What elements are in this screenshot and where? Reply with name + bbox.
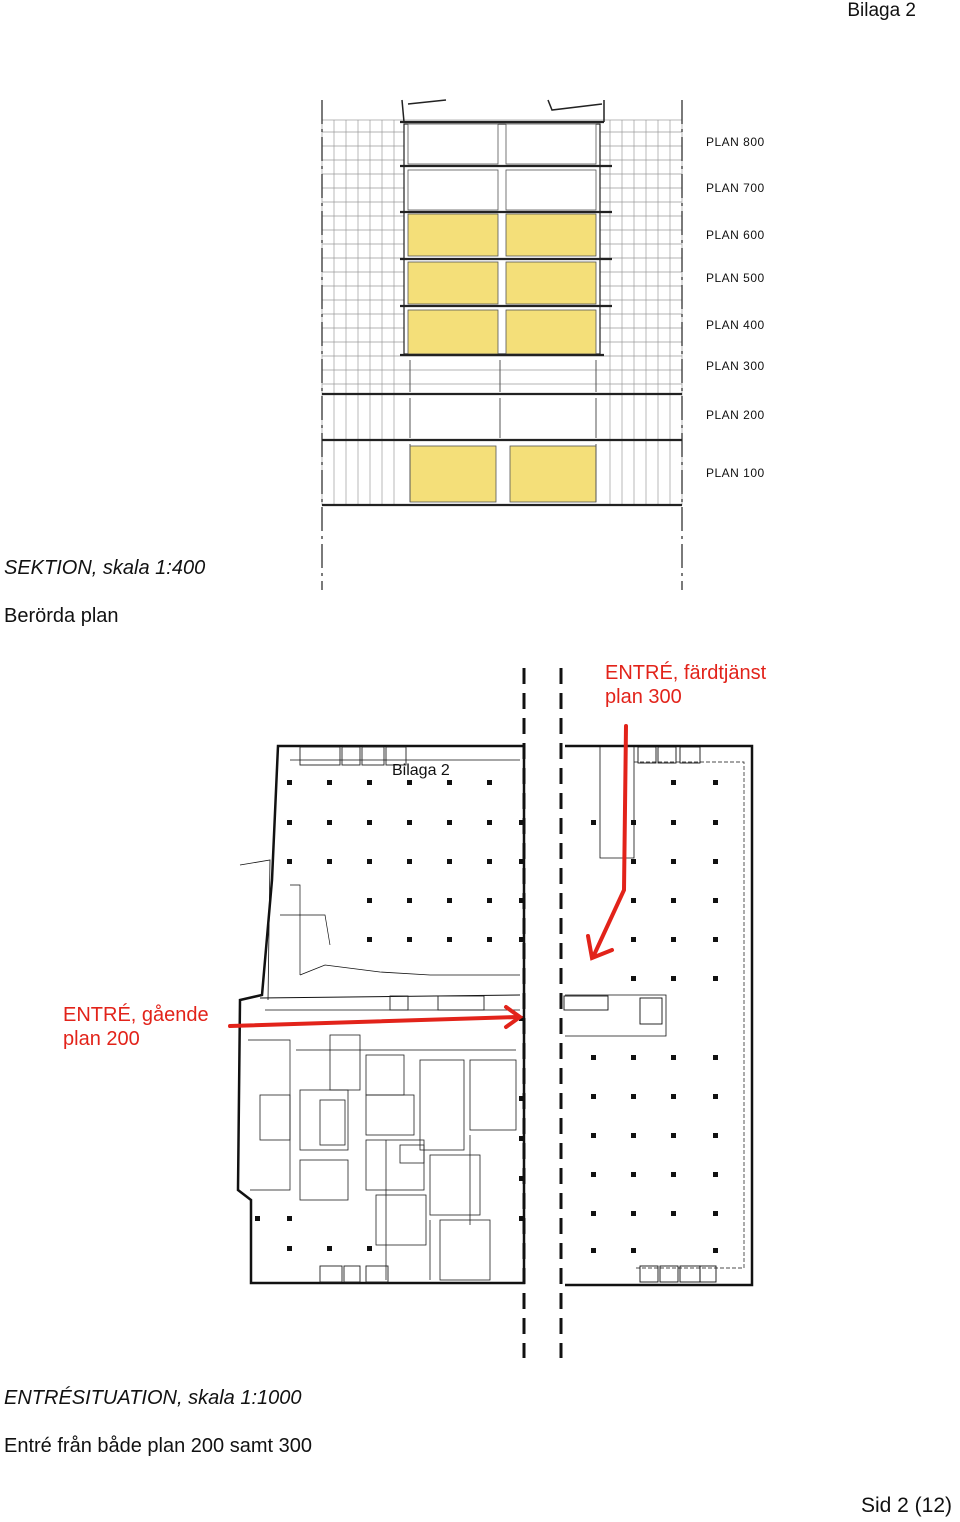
arrow-entrance-upper (588, 726, 626, 958)
entrance-lower-line1: ENTRÉ, gående (63, 1004, 209, 1026)
plan-label-800: PLAN 800 (706, 135, 765, 149)
plan-label-400: PLAN 400 (706, 318, 765, 332)
split-lines (524, 668, 561, 1358)
inset-label: Bilaga 2 (392, 762, 450, 779)
plan-label-200: PLAN 200 (706, 408, 765, 422)
plan-label-500: PLAN 500 (706, 271, 765, 285)
left-building (238, 746, 524, 1283)
section-drawing (0, 0, 960, 600)
entrance-lower-label (63, 1003, 209, 1051)
arrow-entrance-lower (230, 1007, 520, 1027)
section-subcaption: Berörda plan (4, 605, 119, 627)
left-column-grid (255, 780, 524, 1251)
plan-label-100: PLAN 100 (706, 466, 765, 480)
entrance-upper-label (605, 661, 766, 709)
plan-label-700: PLAN 700 (706, 181, 765, 195)
right-building (564, 746, 752, 1285)
page-header-title: Bilaga 2 (847, 0, 916, 21)
entrance-lower-line2: plan 200 (63, 1028, 140, 1050)
section-caption: SEKTION, skala 1:400 (4, 557, 206, 579)
left-interior-rooms (260, 1035, 516, 1280)
entrance-upper-line1: ENTRÉ, färdtjänst (605, 662, 767, 684)
right-column-grid (591, 780, 718, 1253)
page-number: Sid 2 (12) (860, 1494, 952, 1517)
plan-label-600: PLAN 600 (706, 228, 765, 242)
entrance-upper-line2: plan 300 (605, 686, 682, 708)
plan-caption: ENTRÉSITUATION, skala 1:1000 (4, 1387, 302, 1409)
plan-subcaption: Entré från både plan 200 samt 300 (4, 1435, 312, 1457)
plan-label-300: PLAN 300 (706, 359, 765, 373)
